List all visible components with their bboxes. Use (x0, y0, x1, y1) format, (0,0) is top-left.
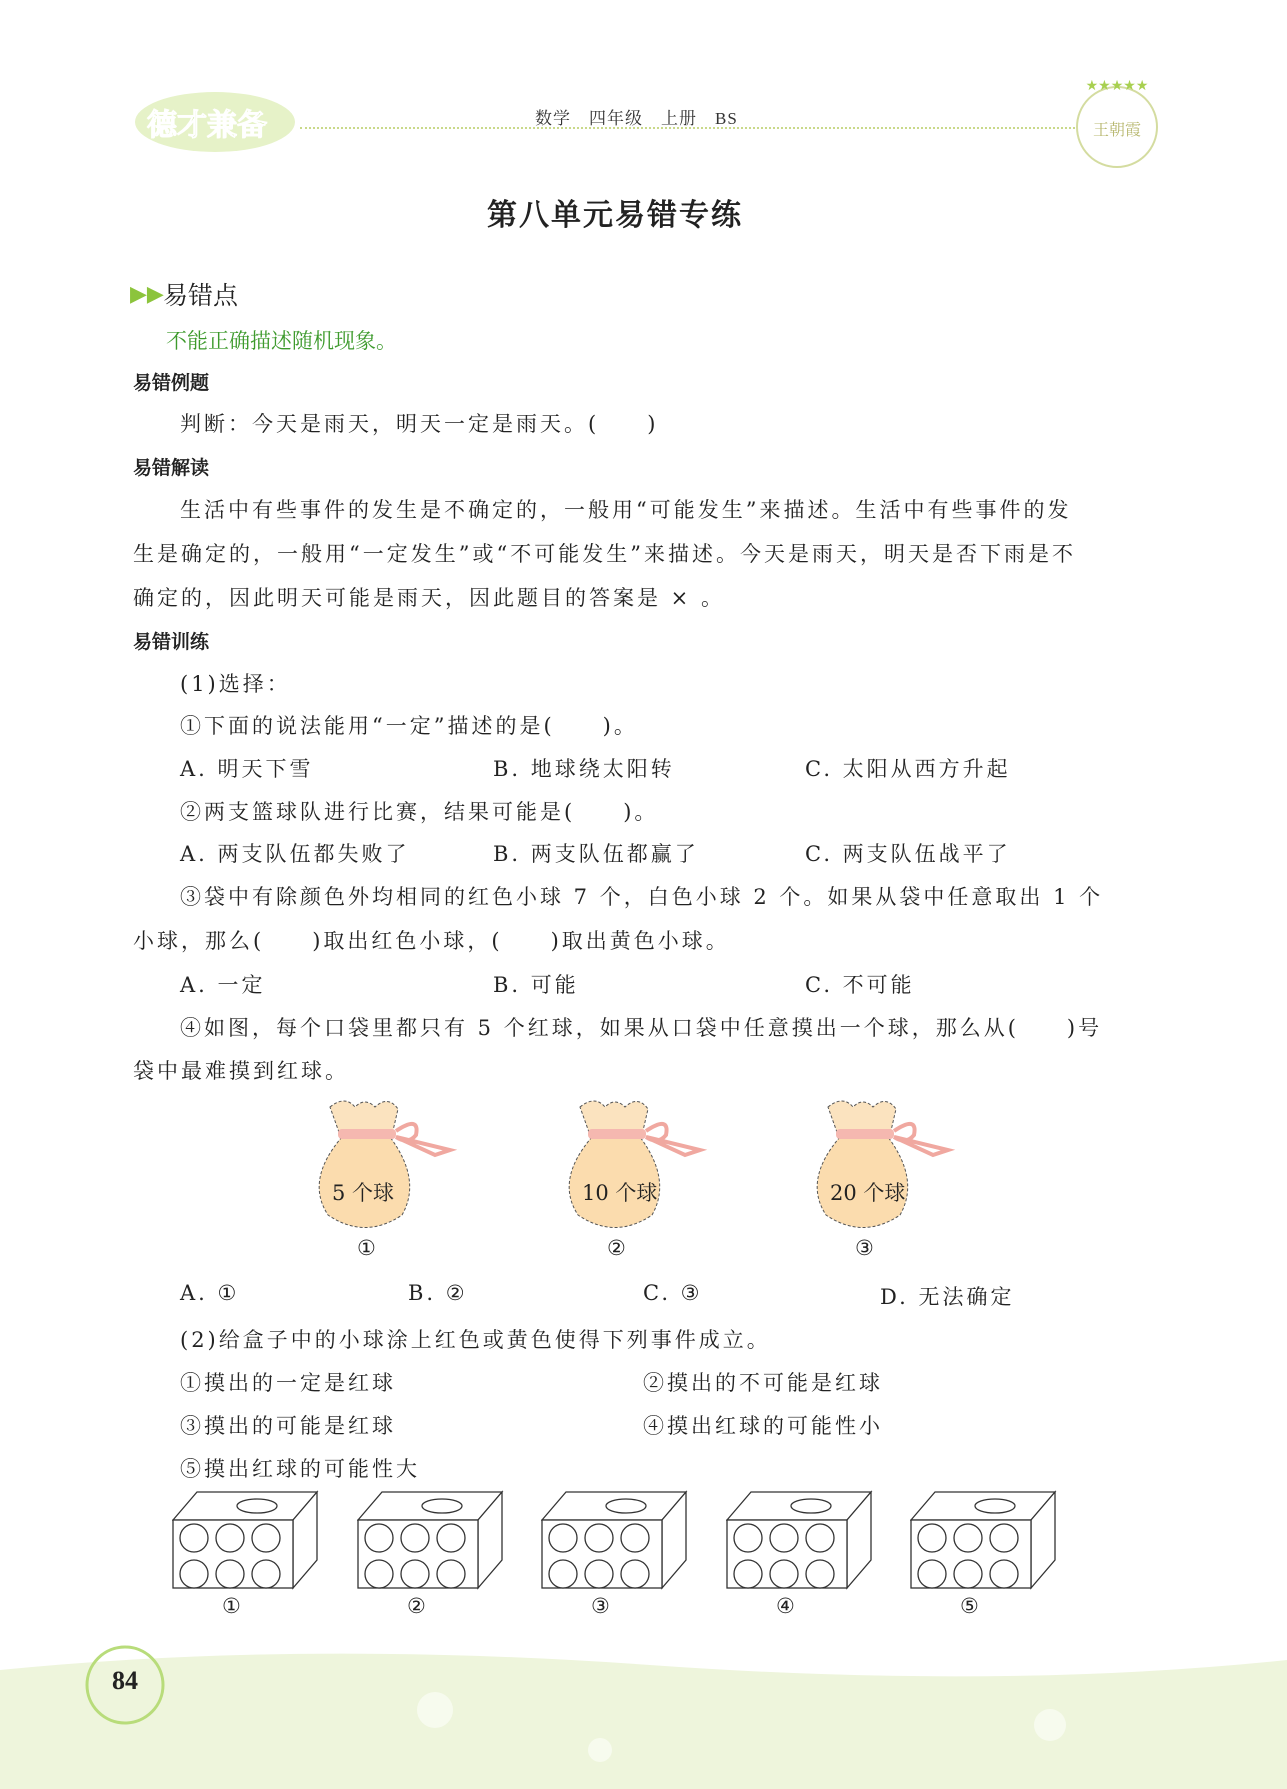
ball-box (357, 1490, 507, 1594)
ball-circle (734, 1524, 762, 1552)
training-label: 易错训练 (133, 631, 210, 653)
option: A. 明天下雪 (180, 757, 314, 781)
q1-2: ②两支篮球队进行比赛，结果可能是( )。 (180, 800, 659, 824)
ball-circle (585, 1560, 613, 1588)
ball-circle (806, 1560, 834, 1588)
ball-circle (954, 1560, 982, 1588)
ball-circle (437, 1524, 465, 1552)
ball-circle (918, 1560, 946, 1588)
svg-text:★★★★★: ★★★★★ (1085, 78, 1149, 94)
q2-item: ②摸出的不可能是红球 (643, 1371, 883, 1395)
bag (560, 1095, 720, 1239)
option: B. 两支队伍都赢了 (493, 842, 699, 866)
ball-box (726, 1490, 876, 1594)
seal-logo (1070, 75, 1165, 170)
q2-heading: (2)给盒子中的小球涂上红色或黄色使得下列事件成立。 (180, 1328, 771, 1352)
double-chevron-icon: ▶▶ (130, 282, 164, 307)
analysis-line: 生活中有些事件的发生是不确定的，一般用“可能发生”来描述。生活中有些事件的发 (180, 498, 1072, 522)
ball-circle (954, 1524, 982, 1552)
q1-4: 袋中最难摸到红球。 (133, 1059, 349, 1083)
section-heading: 易错点 (163, 281, 239, 310)
box-number: ⑤ (960, 1594, 979, 1618)
option: C. ③ (643, 1281, 703, 1305)
option: C. 太阳从西方升起 (805, 757, 1011, 781)
example-label: 易错例题 (133, 372, 210, 394)
option: D. 无法确定 (880, 1285, 1015, 1309)
option: B. 地球绕太阳转 (493, 757, 675, 781)
ball-circle (770, 1524, 798, 1552)
ball-circle (585, 1524, 613, 1552)
option: A. 一定 (180, 973, 266, 997)
bag-icon (310, 1095, 470, 1235)
option: B. ② (408, 1281, 468, 1305)
ball-circle (806, 1524, 834, 1552)
q1-3: ③袋中有除颜色外均相同的红色小球 7 个，白色小球 2 个。如果从袋中任意取出 1 个 (180, 885, 1104, 909)
q2-item: ⑤摸出红球的可能性大 (180, 1457, 420, 1481)
q1-3: 小球，那么( )取出红色小球，( )取出黄色小球。 (133, 929, 730, 953)
q2-item: ③摸出的可能是红球 (180, 1414, 396, 1438)
ball-box (172, 1490, 322, 1594)
analysis-line: 确定的，因此明天可能是雨天，因此题目的答案是 × 。 (133, 586, 725, 610)
ball-circle (216, 1524, 244, 1552)
option: A. ① (180, 1281, 240, 1305)
footer-wave (0, 1640, 1287, 1789)
box-number: ① (222, 1594, 241, 1618)
q1-4: ④如图，每个口袋里都只有 5 个红球，如果从口袋中任意摸出一个球，那么从( )号 (180, 1016, 1103, 1040)
bag-label: 10 个球 (582, 1181, 658, 1205)
ball-box (541, 1490, 691, 1594)
ball-circle (365, 1524, 393, 1552)
page-number: 84 (112, 1666, 138, 1695)
ball-circle (401, 1524, 429, 1552)
analysis-label: 易错解读 (133, 457, 210, 479)
box-number: ③ (591, 1594, 610, 1618)
ball-circle (621, 1524, 649, 1552)
ball-circle (621, 1560, 649, 1588)
error-point: 不能正确描述随机现象。 (166, 329, 397, 353)
ball-circle (180, 1524, 208, 1552)
bag (808, 1095, 968, 1239)
ball-circle (252, 1524, 280, 1552)
svg-text:德才兼备: 德才兼备 (147, 108, 267, 143)
bag-label: 20 个球 (830, 1181, 906, 1205)
q1-heading: (1)选择： (180, 672, 291, 696)
option: C. 不可能 (805, 973, 915, 997)
bag-number: ② (607, 1236, 626, 1260)
bag-icon (808, 1095, 968, 1235)
ball-circle (549, 1560, 577, 1588)
analysis-line: 生是确定的，一般用“一定发生”或“不可能发生”来描述。今天是雨天，明天是否下雨是不 (133, 542, 1076, 566)
box-number: ④ (776, 1594, 795, 1618)
page-title: 第八单元易错专练 (487, 198, 743, 233)
ball-circle (401, 1560, 429, 1588)
bag-number: ③ (855, 1236, 874, 1260)
q2-item: ④摸出红球的可能性小 (643, 1414, 883, 1438)
bag (310, 1095, 470, 1239)
ball-box (910, 1490, 1060, 1594)
bag-label: 5 个球 (332, 1181, 395, 1205)
ball-circle (918, 1524, 946, 1552)
bag-icon (560, 1095, 720, 1235)
brand-logo (125, 80, 305, 155)
bag-number: ① (357, 1236, 376, 1260)
ball-circle (770, 1560, 798, 1588)
subject-line: 数学 四年级 上册 BS (535, 109, 738, 128)
q1-1: ①下面的说法能用“一定”描述的是( )。 (180, 714, 638, 738)
q2-item: ①摸出的一定是红球 (180, 1371, 396, 1395)
ball-circle (990, 1560, 1018, 1588)
option: A. 两支队伍都失败了 (180, 842, 410, 866)
ball-circle (549, 1524, 577, 1552)
ball-circle (365, 1560, 393, 1588)
ball-circle (216, 1560, 244, 1588)
option: C. 两支队伍战平了 (805, 842, 1011, 866)
box-number: ② (407, 1594, 426, 1618)
ball-circle (252, 1560, 280, 1588)
ball-circle (990, 1524, 1018, 1552)
ball-circle (180, 1560, 208, 1588)
svg-text:王朝霞: 王朝霞 (1092, 120, 1142, 139)
ball-circle (734, 1560, 762, 1588)
option: B. 可能 (493, 973, 579, 997)
example-text: 判断：今天是雨天，明天一定是雨天。( ) (180, 412, 659, 436)
ball-circle (437, 1560, 465, 1588)
